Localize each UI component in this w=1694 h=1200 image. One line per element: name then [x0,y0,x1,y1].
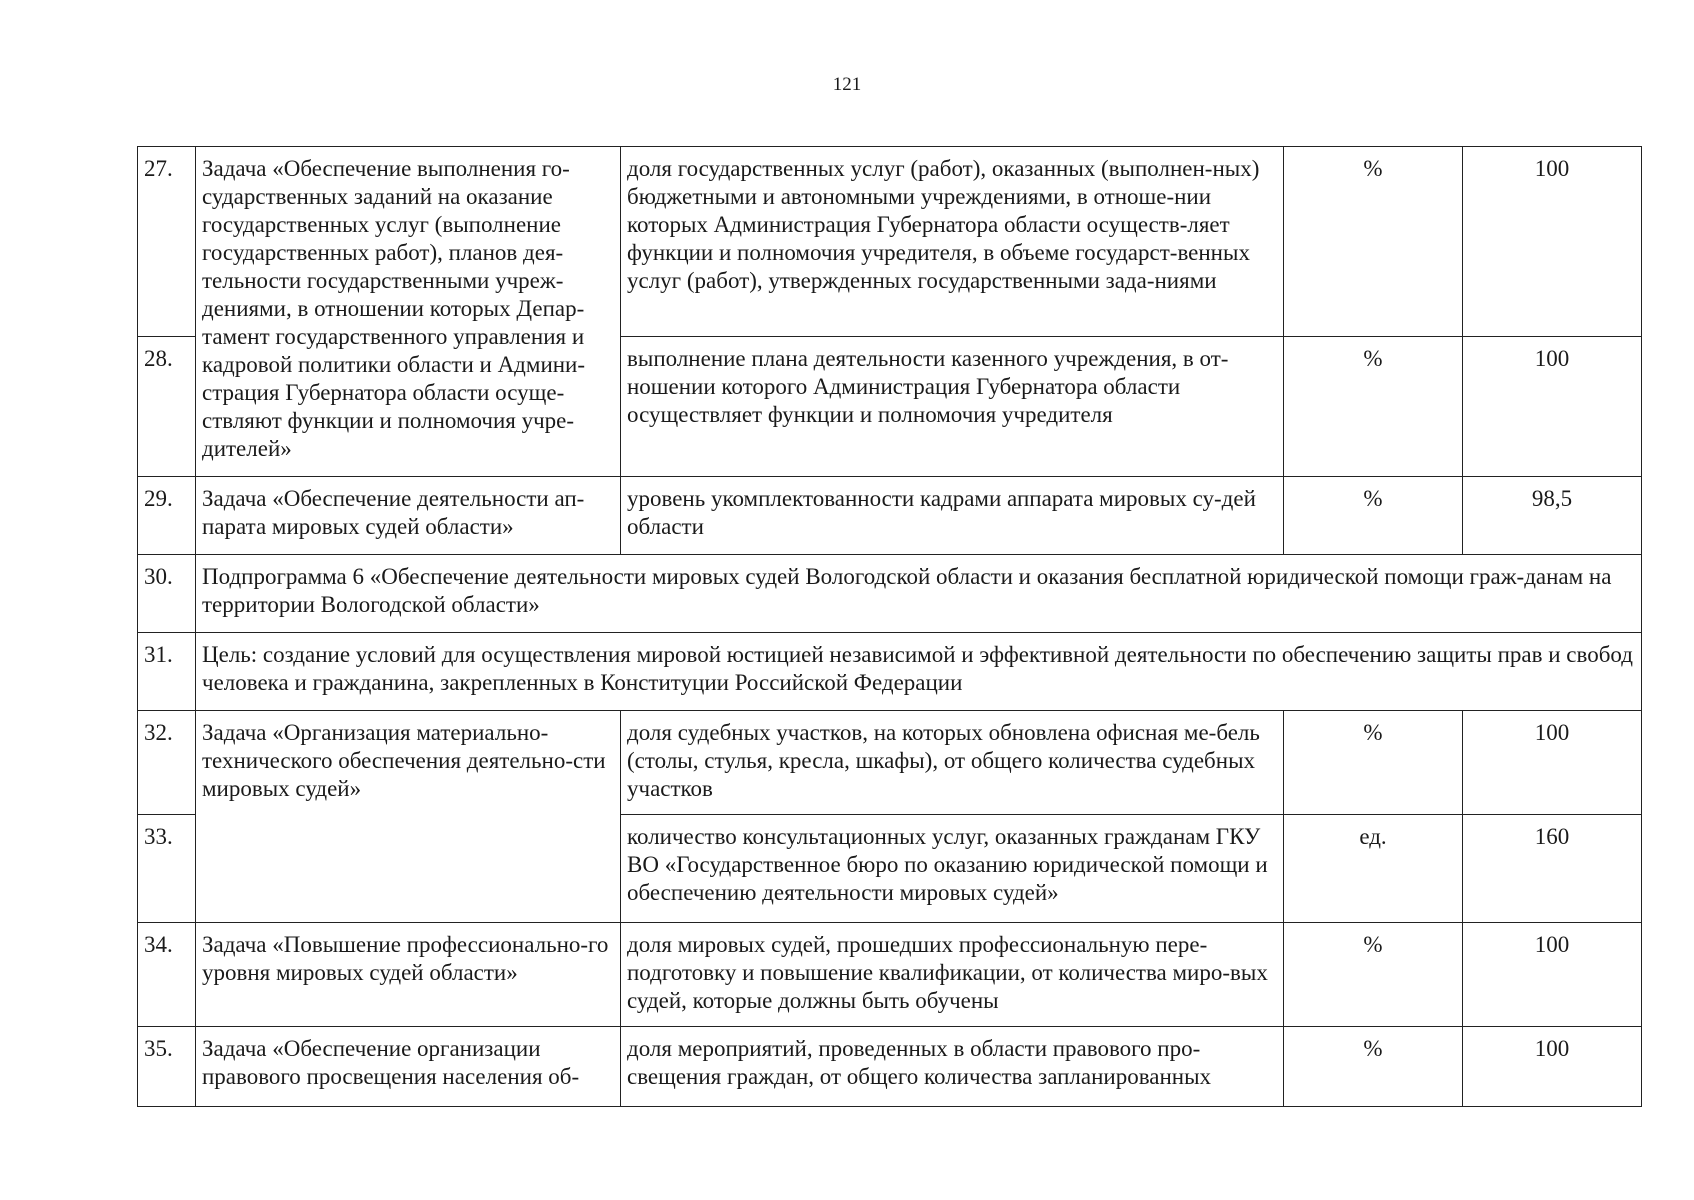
row-number: 34. [138,923,196,1027]
unit-cell: ед. [1284,815,1463,923]
indicator-cell: выполнение плана деятельности казенного учреждения, в от-ношении которого Администрация Губернатора области осуществляет функции и полномочия учредителя [621,337,1284,477]
indicators-table [137,146,1642,1107]
indicator-cell: доля мировых судей, прошедших профессиональную пере-подготовку и повышение квалификации, от количества миро-вых судей, которые должны быть обучены [621,923,1284,1027]
row-number: 29. [138,477,196,555]
value-cell: 98,5 [1463,477,1642,555]
value-cell: 100 [1463,923,1642,1027]
goal-text: Цель: создание условий для осуществления мировой юстицией независимой и эффективной деятельности по обеспечению защиты прав и свобод человека и гражданина, закрепленных в Конституции Российской Федерации [196,633,1642,711]
value-cell: 100 [1463,337,1642,477]
row-number: 31. [138,633,196,711]
row-number: 27. [138,147,196,337]
indicator-cell: доля мероприятий, проведенных в области правового про-свещения граждан, от общего количества запланированных [621,1027,1284,1107]
table-row [138,1027,1642,1107]
subprogram-heading: Подпрограмма 6 «Обеспечение деятельности мировых судей Вологодской области и оказания бесплатной юридической помощи граж-данам на территории Вологодской области» [196,555,1642,633]
value-cell: 100 [1463,711,1642,815]
table-row [138,923,1642,1027]
task-cell: Задача «Повышение профессионально-го уровня мировых судей области» [196,923,621,1027]
table-row [138,711,1642,815]
indicator-cell: уровень укомплектованности кадрами аппарата мировых су-дей области [621,477,1284,555]
row-number: 28. [138,337,196,477]
task-cell: Задача «Обеспечение выполнения го-сударственных заданий на оказание государственных услуг (выполнение государственных работ), планов дея-тельности государственными учреж-дениями, в отношении которых Депар-тамент государственного управления и кадровой политики области и Админи-страция Губернатора области осуще-ствляют функции и полномочия учре-дителей» [196,147,621,477]
unit-cell: % [1284,711,1463,815]
indicator-cell: доля государственных услуг (работ), оказанных (выполнен-ных) бюджетными и автономными учреждениями, в отноше-нии которых Администрация Губернатора области осуществ-ляет функции и полномочия учредителя, в объеме государст-венных услуг (работ), утвержденных государственными зада-ниями [621,147,1284,337]
unit-cell: % [1284,477,1463,555]
row-number: 33. [138,815,196,923]
unit-cell: % [1284,1027,1463,1107]
row-number: 30. [138,555,196,633]
task-cell: Задача «Организация материально-технического обеспечения деятельно-сти мировых судей» [196,711,621,923]
task-cell: Задача «Обеспечение организации правового просвещения населения об- [196,1027,621,1107]
row-number: 35. [138,1027,196,1107]
page-number: 121 [832,74,862,95]
table-row [138,147,1642,337]
value-cell: 100 [1463,1027,1642,1107]
table-row [138,477,1642,555]
table-row [138,555,1642,633]
indicator-cell: доля судебных участков, на которых обновлена офисная ме-бель (столы, стулья, кресла, шкафы), от общего количества судебных участков [621,711,1284,815]
value-cell: 160 [1463,815,1642,923]
task-cell: Задача «Обеспечение деятельности ап-парата мировых судей области» [196,477,621,555]
table-row [138,633,1642,711]
indicator-cell: количество консультационных услуг, оказанных гражданам ГКУ ВО «Государственное бюро по оказанию юридической помощи и обеспечению деятельности мировых судей» [621,815,1284,923]
value-cell: 100 [1463,147,1642,337]
unit-cell: % [1284,923,1463,1027]
unit-cell: % [1284,337,1463,477]
unit-cell: % [1284,147,1463,337]
row-number: 32. [138,711,196,815]
